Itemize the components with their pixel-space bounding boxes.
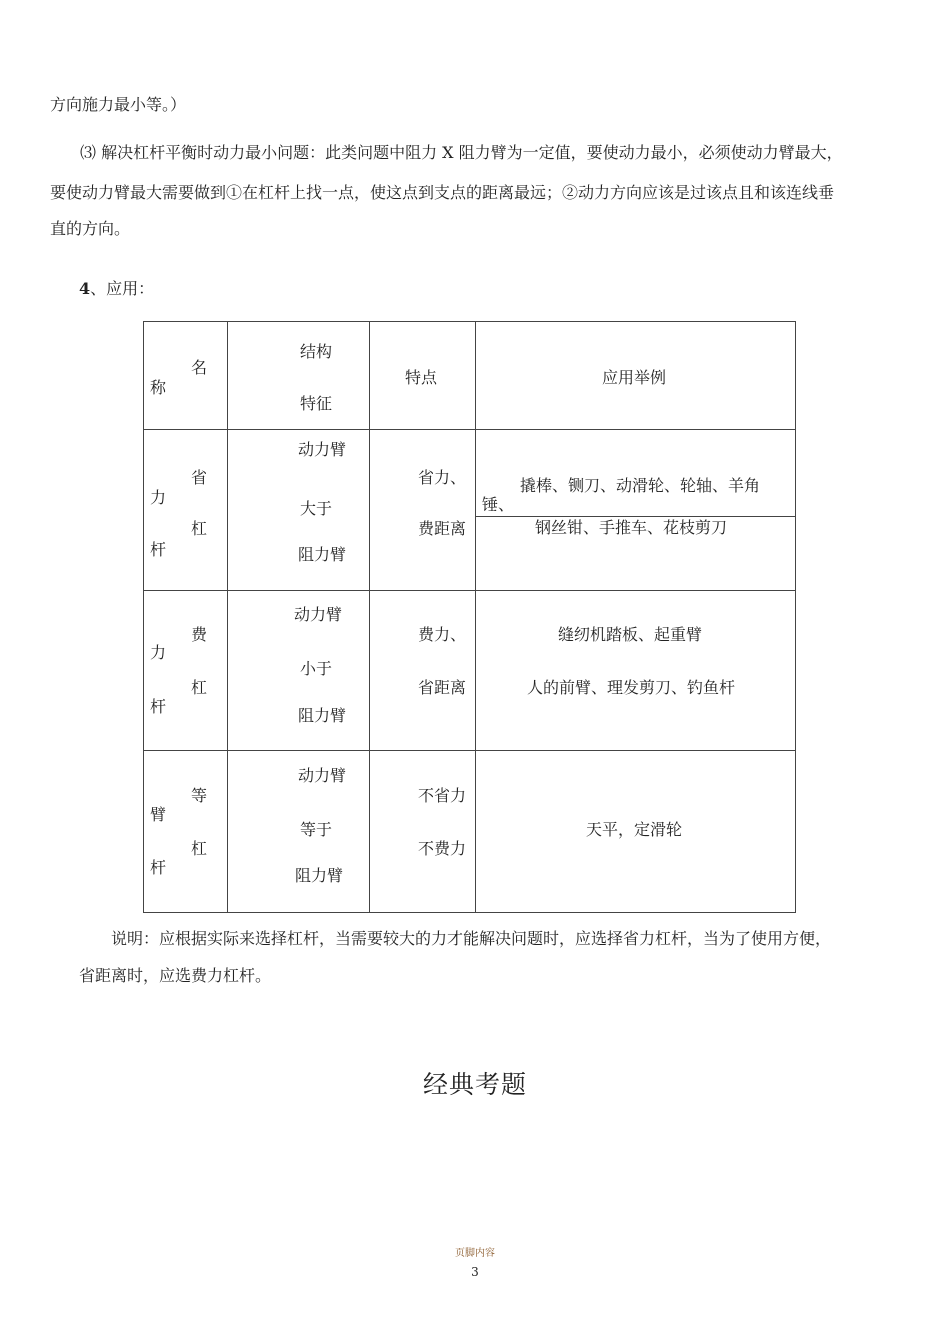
table-cell-feature: 不省力: [418, 786, 467, 805]
footer-label: 页脚内容: [455, 1248, 495, 1259]
table-header-feature: 特点: [405, 368, 438, 387]
section-number: 4: [79, 279, 91, 298]
table-header-examples: 应用举例: [602, 368, 667, 387]
section-heading: [79, 279, 154, 299]
table-grid-line: [369, 321, 370, 913]
table-cell-name: 费: [191, 625, 208, 644]
table-cell-examples: 撬棒、铡刀、动滑轮、轮轴、羊角: [520, 476, 761, 495]
table-cell-feature: 费距离: [418, 519, 467, 538]
table-grid-line: [143, 750, 796, 751]
table-cell-name: 力: [150, 643, 167, 662]
paragraph-line: 直的方向。: [50, 219, 131, 238]
table-header-structure: 特征: [300, 394, 333, 413]
table-cell-structure: 等于: [300, 820, 333, 839]
table-cell-examples: 天平，定滑轮: [586, 820, 683, 839]
table-cell-structure: 阻力臂: [298, 706, 347, 725]
table-cell-examples: 缝纫机踏板、起重臂: [558, 625, 703, 644]
table-cell-name: 力: [150, 488, 167, 507]
table-cell-name: 省: [191, 468, 208, 487]
table-cell-examples: 人的前臂、理发剪刀、钓鱼杆: [527, 678, 736, 697]
section-title: 、应用：: [90, 279, 155, 298]
table-cell-structure: 小于: [300, 659, 333, 678]
table-cell-structure: 动力臂: [294, 605, 343, 624]
paragraph-line: 方向施力最小等。）: [50, 95, 187, 114]
table-header-name: 名: [191, 358, 208, 377]
table-cell-name: 杆: [150, 540, 167, 559]
table-grid-line: [143, 590, 796, 591]
table-cell-structure: 动力臂: [298, 440, 347, 459]
table-grid-line: [143, 429, 796, 430]
note-line: 说明：应根据实际来选择杠杆，当需要较大的力才能解决问题时，应选择省力杠杆，当为了使用方便，: [111, 929, 832, 948]
table-cell-feature: 省距离: [418, 678, 467, 697]
table-cell-structure: 阻力臂: [298, 545, 347, 564]
table-cell-name: 杠: [191, 519, 208, 538]
note-line: 省距离时，应选费力杠杆。: [79, 966, 272, 985]
table-header-structure: 结构: [300, 342, 333, 361]
table-cell-structure: 阻力臂: [295, 866, 344, 885]
table-cell-structure: 大于: [300, 499, 333, 518]
table-cell-name: 杠: [191, 839, 208, 858]
lever-table: [143, 321, 796, 913]
table-grid-line: [227, 321, 228, 913]
table-cell-name: 等: [191, 786, 208, 805]
table-cell-name: 杠: [191, 678, 208, 697]
table-header-name: 称: [150, 378, 167, 397]
table-cell-structure: 动力臂: [298, 766, 347, 785]
table-cell-name: 杆: [150, 858, 167, 877]
page-number: 3: [471, 1265, 479, 1279]
paragraph-line: ⑶ 解决杠杆平衡时动力最小问题：此类问题中阻力 X 阻力臂为一定值，要使动力最小，必须使动力臂最大，: [80, 143, 843, 162]
table-cell-name: 杆: [150, 697, 167, 716]
table-cell-examples: 锤、: [482, 495, 515, 514]
paragraph-line: 要使动力臂最大需要做到①在杠杆上找一点，使这点到支点的距离最远；②动力方向应该是过该点且和该连线垂: [50, 183, 835, 202]
table-cell-feature: 费力、: [418, 625, 467, 644]
section-title-classic-questions: 经典考题: [422, 1070, 527, 1099]
table-cell-examples: 钢丝钳、手推车、花枝剪刀: [535, 518, 728, 537]
table-grid-line: [475, 321, 476, 913]
table-cell-feature: 省力、: [418, 468, 467, 487]
table-cell-feature: 不费力: [418, 839, 467, 858]
table-cell-name: 臂: [150, 805, 167, 824]
table-grid-line: [475, 516, 796, 517]
